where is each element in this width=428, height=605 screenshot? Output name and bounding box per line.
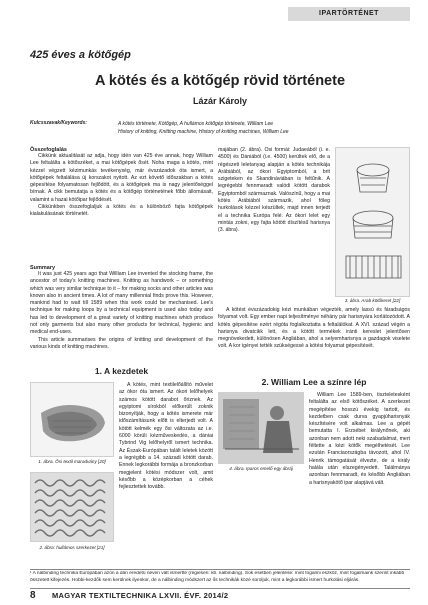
section-tag xyxy=(288,7,410,21)
figure-4-caption: 4. ábra. Iparos emelő egy ábráj xyxy=(229,466,293,471)
keywords-label: Kulcsszavak/Keywords: xyxy=(30,120,87,126)
figure-3-caption: 3. ábra. Arab kötőkeret [22] xyxy=(344,298,401,303)
summary-en xyxy=(30,265,213,361)
textile-fragment-image xyxy=(31,383,114,457)
section2-heading: 2. William Lee a színre lép xyxy=(261,377,367,387)
section1-body xyxy=(119,382,213,562)
summary-en-heading: Summary xyxy=(30,265,56,271)
summary-hu-body xyxy=(30,153,213,251)
section1-heading: 1. A kezdetek xyxy=(94,366,149,376)
summary-en-para1: It was just 425 years ago that William Lee invented the stocking frame, the ancestor of today's knitting machines. Knitting as handwork – or something which was very similar technique to it – for making socks and other articles was known also in ancient times. A lot of many millennial finds prove this. However, mankind had to wait till 1589 when this work could be mechanised. Lee's technique for making loops by a technical equipment is used also today and has led to development of a great variety of knitting machines which produce not only garments but also many other products for technical, hygienic and medical end-uses. xyxy=(30,271,213,336)
col2-top-body xyxy=(218,147,330,295)
footnote: ¹ A nálbinding technika Európában azon a dán eredetű néven vált ismertté (régiesen: kb. nálbinding). Sok esetben jelentése: mint fogalmi eszköz, mint fogalmaink szerint inkább összetett kifejezés. Hobbi-kezdők sem kerülnek ilyenkor, de a nálbinding módszert az ős technikák közé soroljuk, mint a legkorábbi ismert hurkolási eljárás. xyxy=(30,571,405,583)
figure-2 xyxy=(30,472,114,542)
section-tag-label: IPARTÖRTÉNET xyxy=(319,10,379,17)
article-kicker: 425 éves a kötőgép xyxy=(30,49,131,61)
keywords-hu: A kötés története, Kötőgép, A hullámos kötőgép története, William Lee xyxy=(118,121,274,127)
article-author: Lázár Károly xyxy=(192,96,248,106)
arab-knitting-frame-image xyxy=(336,148,410,297)
footnote-rule xyxy=(30,569,410,570)
page-number: 8 xyxy=(30,590,36,601)
summary-en-para2: This article summarises the origins of knitting and development of the various kinds of knitting machines. xyxy=(30,336,213,350)
keywords xyxy=(118,120,410,136)
figure-1 xyxy=(30,382,114,457)
col2-top-text: majában (2. ábra). Ősi formái: Judaeából (i. e. 4500) és Dániából (i.e. 4500) kerültek elő, de a régészeti leletanyag alapján a kötés technikája Arábiából, az ókori Egyiptomból, a brit szigeteken és Skandináviában is feltűnik. A legrégebbi fennmaradt valódi kötött darabok Egyiptomból származnak. Valószínű, hogy a mai kötés Arábiából származik, ahol föleg hurkolások kézzel készültek, majd innen terjedt el a technika Európa felé. Az ókori lelet egy mintás zokni, egy fajta kötött díszítésű harisnya (3. ábra). xyxy=(218,147,330,234)
figure-2-caption: 2. ábra: hullámos szerkezet [21] xyxy=(39,545,105,550)
figure-1-caption: 1. ábra. Ősi textil maradvány [20] xyxy=(38,459,106,464)
knitted-structure-image xyxy=(31,473,114,542)
summary-hu-para1: Cikkünk aktualitását az adja, hogy idén van 425 éve annak, hogy William Lee feltalálta a kötőszéket, a mai kötőgépek ősét. Noha maga a kötés, mint kézzel végzett kézimunkás tevékenység, már évszázadok óta ismert, a kötőgépek feltalálása új korszakot nyitott. Az ezt követő időszakban a kötés gépesítése folyamatosan fejlődött, és a kötőgépek ma is nagy jelentőséggel bírnak. A cikk bemutatja a kötés és a kötőgép történetének főbb állomásait, valamint a hazai kötőipar fejlődését. xyxy=(30,153,213,203)
figure-3 xyxy=(335,147,410,297)
summary-en-body xyxy=(30,271,213,361)
engraving-image xyxy=(219,393,304,464)
article-title: A kötés és a kötőgép rövid története xyxy=(94,73,346,89)
summary-hu-para2: Cikkünkben összefoglaljuk a kötés és a különböző fajta kötőgépek kialakulásának történetét. xyxy=(30,204,213,218)
section2-text: William Lee 1589-ben, tiszteletesként feltalálta az első kötőszéket. A szerkezet megépítése hosszú évekig tartott, és kezdetben csak durva gyapjúharisnyák készítésére volt alkalmas. Lee a gépét bemutatta I. Erzsébet királynőnek, aki azonban nem adott neki szabadalmat, mert féltette a kézi kötők megélhetését. Lee ezután Franciaországba távozott, ahol IV. Henrik támogatását élvezte, de a király halála után elszegényedett. Találmánya azonban fennmaradt, és később Angliában a harisnyakötő ipar alapjává vált. xyxy=(309,392,410,486)
section1-text: A kötés, mint textilelőállító művelet az ókor óta ismert. Az ókori lelőhelyek számos kötött darabot őriznek. Az egyiptomi sírokból előkerült zoknik bizonyítják, hogy a kötés ismerete már időszámításunk előtt is elterjedt volt. A kötött kelmék egy ősi változata az i.e. 6000 körüli kézműveskedés, a dániai Tybrind Vig lelőhelyről ismert technika. Az Észak-Európában talált leletek között a legrégibb a 14. századi kötött darab. Ennek legkorábbi formája a bronzkorban megjelent kötési módszer volt, amit később a középkorban a céhek fejlesztettek tovább. xyxy=(119,382,213,491)
footer-rule xyxy=(30,588,410,589)
journal-title: MAGYAR TEXTILTECHNIKA LXVII. ÉVF. 2014/2 xyxy=(52,591,229,600)
figure-4 xyxy=(218,392,304,464)
keywords-en: History of knitting, Knitting machine, History of knitting machines, William Lee xyxy=(118,129,289,135)
col2-mid-text: A kötést évszázadokig kézi munkában végezték, amely lassú és fáradságos folyamat volt. Egy ember napi teljesítménye néhány pár harisnyára korlátozódott. A kötés gépesítése ezért régóta foglalkoztatta a feltalálókat. A XVI. század végén a harisnya divatcikk lett, és a kötött termékek iránti kereslet jelentősen megnövekedett, különösen Angliában, ahol a selyemharisnya a gazdagok viselete volt. A kor igényei tették szükségessé a kötési folyamat gépesítését. xyxy=(218,307,410,350)
summary-hu-heading: Összefoglalás xyxy=(30,147,67,153)
summary-hu xyxy=(30,147,213,251)
col2-mid-body xyxy=(218,307,410,367)
section2-body xyxy=(309,392,410,564)
